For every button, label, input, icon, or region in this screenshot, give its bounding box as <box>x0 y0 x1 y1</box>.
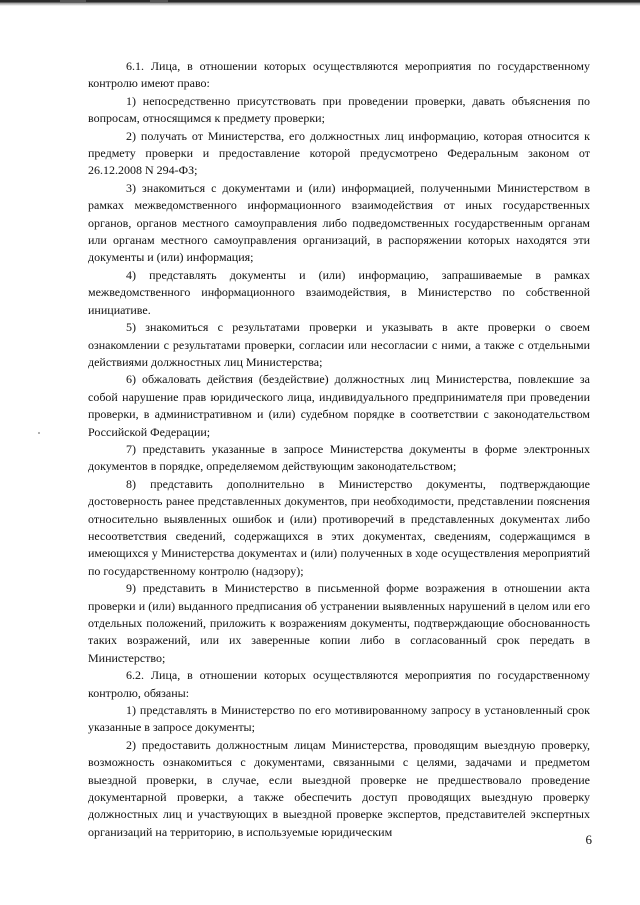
paragraph-right-9: 9) представить в Министерство в письменной форме возражения в отношении акта проверки и (или) выданного предписания об устранении выявленных нарушений в целом или его отдельных положений, приложить к возражениям документы, подтверждающие обоснованность таких возражений, или их заверенные копии либо в согласованный срок передать в Министерство; <box>88 581 590 665</box>
scan-top-edge <box>0 0 640 6</box>
paragraph-6-1: 6.1. Лица, в отношении которых осуществляются мероприятия по государственному контролю имеют право: <box>88 59 590 91</box>
paragraph-right-8: 8) представить дополнительно в Министерство документы, подтверждающие достоверность ранее представленных документов, при необходимости, представлении пояснения относительно выявленных ошибок и (или) противоречий в представленных документах либо несоответствия сведений, содержащихся в этих документах, сведениям, содержащимся в имеющихся у Министерства документах и (или) полученных в ходе осуществления мероприятий по государственному контролю (надзору); <box>88 476 590 578</box>
paragraph-duty-2: 2) предоставить должностным лицам Министерства, проводящим выездную проверку, возможность ознакомиться с документами, связанными с целями, задачами и предметом выездной проверки, в случае, если выездной проверке не предшествовало проведение документарной проверки, а также обеспечить доступ проводящих выездную проверку должностных лиц и участвующих в выездной проверке экспертов, представителей экспертных организаций на территорию, в используемые юридическим <box>88 737 590 839</box>
paragraph-right-3: 3) знакомиться с документами и (или) информацией, полученными Министерством в рамках межведомственного информационного взаимодействия от иных государственных органов, органов местного самоуправления либо подведомственных государственным органам или органам местного самоуправления организаций, в распоряжении которых находятся эти документы и (или) информация; <box>88 180 590 265</box>
page-number: 6 <box>585 832 592 847</box>
paragraph-6-2: 6.2. Лица, в отношении которых осуществляются мероприятия по государственному контролю, обязаны: <box>88 668 590 700</box>
scan-edge-mark <box>150 0 168 2</box>
scan-speck <box>38 432 40 434</box>
paragraph-right-7: 7) представить указанные в запросе Министерства документы в форме электронных документов в порядке, определяемом действующим законодательством; <box>88 441 590 474</box>
paragraph-right-5: 5) знакомиться с результатами проверки и указывать в акте проверки о своем ознакомлении с результатами проверки, согласии или несогласии с ними, а также с отдельными действиями должностных лиц Министерства; <box>88 320 590 369</box>
paragraph-right-4: 4) представлять документы и (или) информацию, запрашиваемые в рамках межведомственного информационного взаимодействия, в Министерство по собственной инициативе. <box>88 267 590 317</box>
paragraph-right-1: 1) непосредственно присутствовать при проведении проверки, давать объяснения по вопросам, относящимся к предмету проверки; <box>88 93 590 126</box>
paragraph-duty-1: 1) представлять в Министерство по его мотивированному запросу в установленный срок указанные в запросе документы; <box>88 703 590 735</box>
paragraph-right-6: 6) обжаловать действия (бездействие) должностных лиц Министерства, повлекшие за собой нарушение прав юридического лица, индивидуального предпринимателя при проведении проверки, в административном и (или) судебном порядке в соответствии с законодательством Российской Федерации; <box>88 372 590 439</box>
document-body <box>88 58 590 841</box>
scan-edge-mark <box>60 0 86 2</box>
paragraph-right-2: 2) получать от Министерства, его должностных лиц информацию, которая относится к предмету проверки и предоставление которой предусмотрено Федеральным законом от 26.12.2008 N 294-ФЗ; <box>88 128 590 178</box>
